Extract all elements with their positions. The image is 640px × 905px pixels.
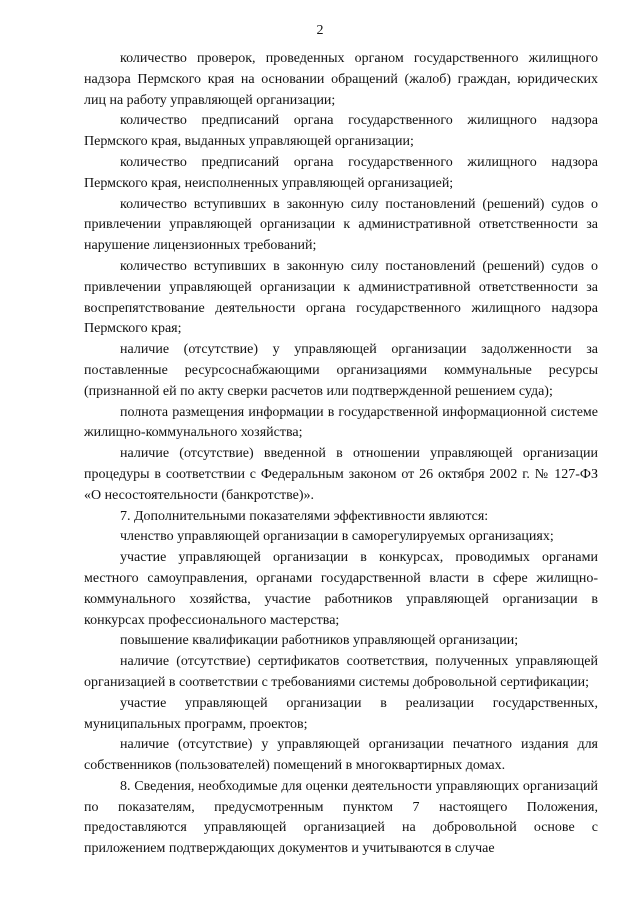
paragraph: количество предписаний органа государственного жилищного надзора Пермского края, выданных управляющей организации; [84, 113, 598, 150]
paragraph: наличие (отсутствие) у управляющей организации печатного издания для собственников (пользователей) помещений в многоквартирных домах. [84, 737, 598, 774]
paragraph: наличие (отсутствие) у управляющей организации задолженности за поставленные ресурсоснабжающими организациями коммунальные ресурсы (признанной ей по акту сверки расчетов или подтвержденной решением суда); [84, 342, 598, 399]
page-number: 2 [316, 23, 324, 38]
paragraph: количество проверок, проведенных органом государственного жилищного надзора Пермского края на основании обращений (жалоб) граждан, юридических лиц на работу управляющей организации; [84, 51, 598, 108]
document-body [84, 49, 598, 860]
paragraph: повышение квалификации работников управляющей организации; [120, 633, 519, 649]
paragraph: полнота размещения информации в государственной информационной системе жилищно-коммунального хозяйства; [84, 404, 598, 441]
section-8-paragraph: 8. Сведения, необходимые для оценки деятельности управляющих организаций по показателям, предусмотренным пунктом 7 настоящего Положения, предоставляются управляющей организацией на добровольной основе с приложением подтверждающих документов и учитываются в случае [84, 778, 598, 857]
paragraph: количество предписаний органа государственного жилищного надзора Пермского края, неисполненных управляющей организацией; [84, 154, 598, 191]
section-heading-7: 7. Дополнительными показателями эффективности являются: [120, 508, 489, 524]
paragraph: участие управляющей организации в реализации государственных, муниципальных программ, проектов; [84, 695, 598, 732]
paragraph: количество вступивших в законную силу постановлений (решений) судов о привлечении управляющей организации к административной ответственности за воспрепятствование деятельности органа государственного жилищного надзора Пермского края; [84, 258, 598, 337]
paragraph: членство управляющей организации в саморегулируемых организациях; [120, 529, 554, 545]
paragraph: наличие (отсутствие) введенной в отношении управляющей организации процедуры в соответствии с Федеральным законом от 26 октября 2002 г. № 127-ФЗ «О несостоятельности (банкротстве)». [84, 446, 598, 503]
paragraph: участие управляющей организации в конкурсах, проводимых органами местного самоуправления, органами государственной власти в сфере жилищно-коммунального хозяйства, участие работников управляющей организации в конкурсах профессионального мастерства; [84, 550, 598, 628]
paragraph: наличие (отсутствие) сертификатов соответствия, полученных управляющей организацией в соответствии с требованиями системы добровольной сертификации; [84, 654, 598, 690]
paragraph: количество вступивших в законную силу постановлений (решений) судов о привлечении управляющей организации к административной ответственности за нарушение лицензионных требований; [84, 196, 598, 254]
